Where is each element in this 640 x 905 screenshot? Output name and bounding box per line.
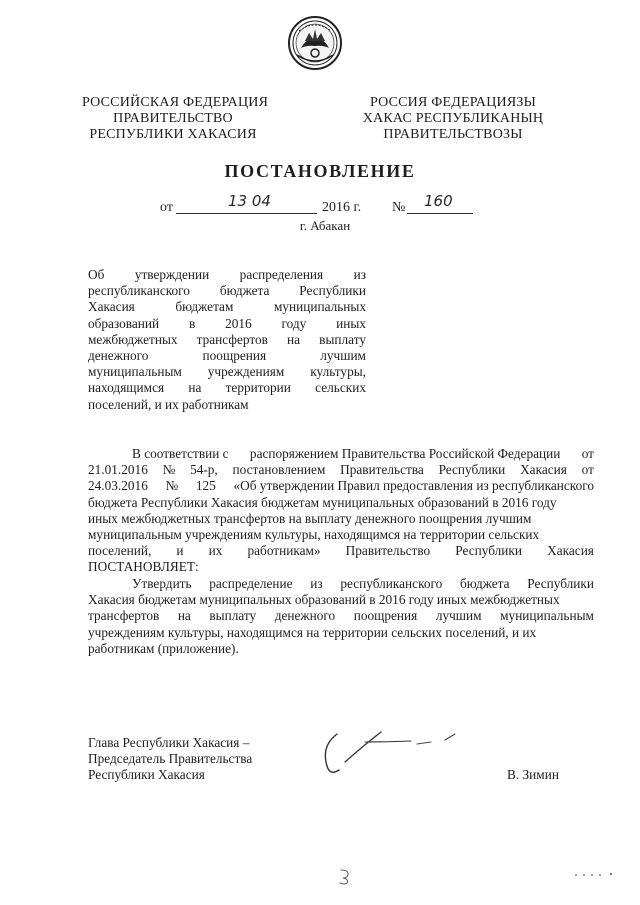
paragraph-line xyxy=(88,446,594,462)
subject-line xyxy=(88,267,366,283)
word: на xyxy=(188,380,202,396)
scan-speckle xyxy=(574,872,614,878)
word: выплату xyxy=(209,608,257,624)
word: образований xyxy=(88,315,160,331)
word: 54-р, xyxy=(190,462,218,478)
word: Об xyxy=(88,267,105,282)
subject-line xyxy=(88,316,366,332)
word: постановлением xyxy=(232,462,326,478)
word: муниципальным xyxy=(500,608,594,624)
word: трансфертов xyxy=(88,608,160,624)
word: Республики xyxy=(455,543,523,559)
word: из xyxy=(310,576,323,591)
word: Республики xyxy=(527,576,594,591)
word: работникам» xyxy=(247,543,321,559)
word: бюджета xyxy=(459,576,510,591)
word: Республики xyxy=(299,283,366,299)
handwritten-signature xyxy=(315,720,465,785)
word: в xyxy=(188,315,196,331)
subject-line-last: поселений, и их работникам xyxy=(88,396,249,412)
word: от xyxy=(581,462,594,478)
word: республиканского xyxy=(340,576,443,591)
word: Республики xyxy=(438,462,506,478)
word: Хакасия xyxy=(88,299,135,315)
word: распределение xyxy=(209,576,293,591)
header-left-line-2: ПРАВИТЕЛЬСТВО xyxy=(113,111,233,126)
word: году xyxy=(281,315,307,331)
document-title: ПОСТАНОВЛЕНИЕ xyxy=(224,161,416,181)
word: 125 xyxy=(195,478,216,494)
word: Хакасия бюджетам муниципальных образований в 2016 году иных межбюджетных xyxy=(88,592,560,608)
word: распоряжением Правительства Российской Федерации xyxy=(249,446,561,461)
word: № xyxy=(165,478,179,494)
signatory-name: В. Зимин xyxy=(507,767,559,782)
paragraph-line-last: работникам (приложение). xyxy=(88,640,239,656)
word: № xyxy=(162,462,176,478)
paragraph-line xyxy=(88,462,594,478)
subject-line xyxy=(88,332,366,348)
word: 2016 xyxy=(225,315,252,331)
word: Правительство xyxy=(345,543,431,559)
paragraph-line xyxy=(88,625,594,641)
word: В соответствии с xyxy=(132,446,229,461)
word: на xyxy=(177,608,191,624)
handwritten-number: 160 xyxy=(424,192,453,210)
paragraph-line-last: ПОСТАНОВЛЯЕТ: xyxy=(88,559,199,575)
word: учреждениям культуры, находящимся на территории сельских поселений, и их xyxy=(88,624,537,640)
signatory-title-line: Глава Республики Хакасия – xyxy=(88,735,250,750)
number-label: № xyxy=(392,200,406,215)
header-right-line-3: ПРАВИТЕЛЬСТВОЗЫ xyxy=(383,127,523,142)
word: муниципальным xyxy=(88,364,182,380)
word: Правительства xyxy=(340,462,424,478)
word: поощрения xyxy=(353,608,418,624)
signatory-title-line: Председатель Правительства xyxy=(88,750,253,766)
word: распределения xyxy=(239,267,324,282)
word: муниципальным учреждениям культуры, находящимся на территории сельских xyxy=(88,527,540,543)
paragraph-line xyxy=(88,592,594,608)
handwritten-date: 13 04 xyxy=(228,192,271,210)
word: от xyxy=(581,446,594,461)
word: трансфертов xyxy=(196,331,268,347)
word: утверждении xyxy=(134,267,210,282)
date-underline xyxy=(176,213,317,214)
paragraph-line xyxy=(88,527,594,543)
date-year: 2016 г. xyxy=(322,200,362,215)
word: иных межбюджетных трансфертов на выплату денежного поощрения лучшим xyxy=(88,510,532,526)
paragraph-line xyxy=(88,543,594,559)
paragraph-line xyxy=(88,495,594,511)
word: 24.03.2016 xyxy=(88,478,148,494)
subject-line xyxy=(88,299,366,315)
word: «Об утверждении Правил предоставления из республиканского xyxy=(233,478,594,494)
word: территории xyxy=(225,380,291,396)
paragraph-line xyxy=(88,608,594,624)
word: лучшим xyxy=(320,348,366,364)
word: сельских xyxy=(315,380,366,396)
header-left-line-3: РЕСПУБЛИКИ ХАКАСИЯ xyxy=(89,127,257,142)
header-left xyxy=(82,95,269,143)
word: межбюджетных xyxy=(88,331,178,347)
word: иных xyxy=(336,315,366,331)
page-mark xyxy=(335,866,355,886)
word: бюджета Республики Хакасия бюджетам муниципальных образований в 2016 году xyxy=(88,494,557,510)
word: Хакасия xyxy=(547,543,594,559)
subject-block xyxy=(88,267,366,413)
word: учреждениям xyxy=(207,364,285,380)
word: лучшим xyxy=(435,608,482,624)
word: бюджетам xyxy=(175,299,234,315)
signatory-title-line: Республики Хакасия xyxy=(88,766,205,782)
word: поощрения xyxy=(202,348,267,364)
word: культуры, xyxy=(310,364,366,380)
word: находящимся xyxy=(88,380,165,396)
paragraph-line xyxy=(88,478,594,494)
paragraph-line xyxy=(88,511,594,527)
word: денежного xyxy=(274,608,336,624)
word: на xyxy=(287,331,301,347)
header-right-line-2: ХАКАС РЕСПУБЛИКАНЫҢ xyxy=(362,111,544,126)
paragraph-resolution xyxy=(88,576,594,657)
word: и xyxy=(176,543,184,559)
header-right xyxy=(362,95,544,143)
word: их xyxy=(208,543,223,559)
subject-line xyxy=(88,380,366,396)
number-underline xyxy=(407,213,473,214)
coat-of-arms-emblem xyxy=(287,15,343,71)
word: из xyxy=(353,267,366,282)
signatory-title xyxy=(88,735,252,782)
word: Утвердить xyxy=(132,576,192,591)
word: Хакасия xyxy=(520,462,567,478)
word: денежного xyxy=(88,348,149,364)
header-left-line-1: РОССИЙСКАЯ ФЕДЕРАЦИЯ xyxy=(82,95,269,110)
header-right-line-1: РОССИЯ ФЕДЕРАЦИЯЗЫ xyxy=(369,95,537,110)
city-name: г. Абакан xyxy=(299,218,351,233)
word: выплату xyxy=(319,331,366,347)
word: республиканского xyxy=(88,283,190,299)
paragraph-line xyxy=(88,576,594,592)
subject-line xyxy=(88,364,366,380)
subject-line xyxy=(88,283,366,299)
paragraph-preamble xyxy=(88,446,594,576)
subject-line xyxy=(88,348,366,364)
date-from-label: от xyxy=(160,200,173,215)
word: 21.01.2016 xyxy=(88,462,148,478)
word: поселений, xyxy=(88,543,152,559)
word: бюджета xyxy=(219,283,270,299)
word: муниципальных xyxy=(273,299,366,315)
